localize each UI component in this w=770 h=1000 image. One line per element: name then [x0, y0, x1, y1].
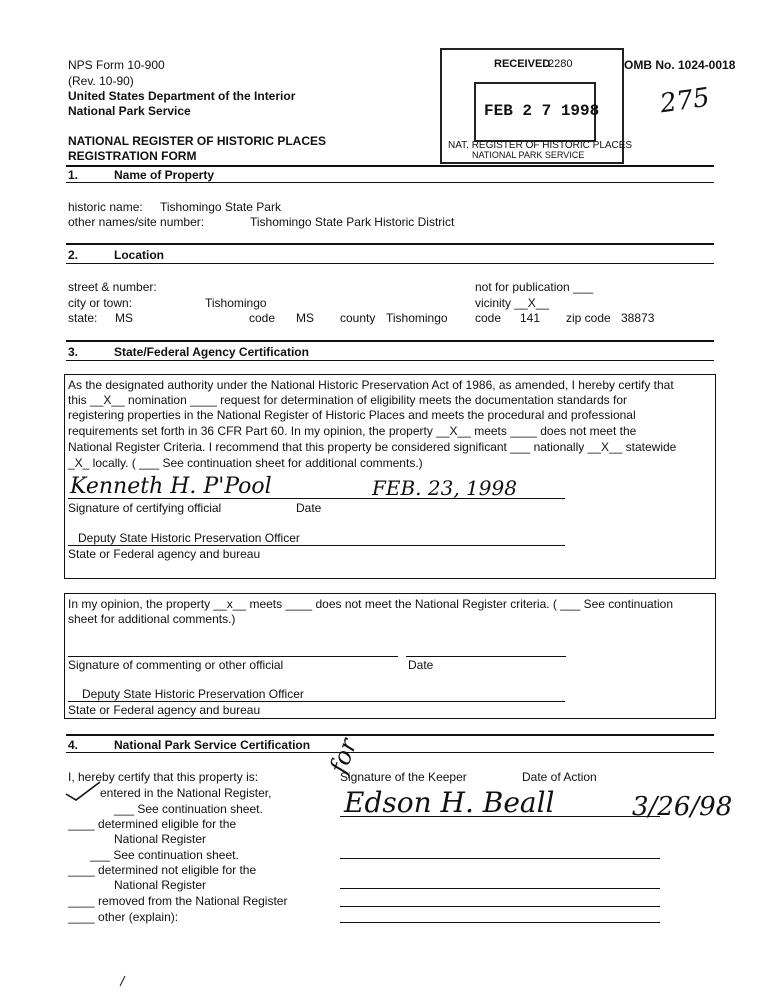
rule: [340, 906, 660, 907]
rule: [68, 545, 565, 546]
rule: [66, 182, 714, 183]
form-revision: (Rev. 10-90): [68, 74, 134, 88]
opinion-line-1: In my opinion, the property __x__ meets ____ does not meet the National Register criteria. ( ___ See continuation: [68, 597, 674, 611]
option-entered-continuation: ___ See continuation sheet.: [114, 802, 263, 816]
stray-mark-icon: [118, 974, 128, 988]
official-title: Deputy State Historic Preservation Officer: [78, 531, 300, 545]
department: United States Department of the Interior: [68, 89, 296, 103]
rule: [340, 888, 660, 889]
state-code-label: code: [249, 311, 276, 325]
rule: [406, 656, 566, 657]
county-value: Tishomingo: [386, 311, 448, 325]
county-code-value: 141: [520, 311, 541, 325]
rule: [66, 243, 714, 245]
cert-line-3: registering properties in the National Register of Historic Places and meets the procedural and professional: [68, 408, 636, 422]
rule: [66, 340, 714, 342]
section-4-number: 4.: [68, 738, 79, 752]
form-number: NPS Form 10-900: [68, 58, 165, 72]
section-3-number: 3.: [68, 345, 79, 359]
zip-label: zip code: [566, 311, 611, 325]
omb-number: OMB No. 1024-0018: [624, 58, 736, 72]
option-not-eligible: ____ determined not eligible for the: [68, 863, 257, 877]
stamp-date: FEB 2 7 1998: [484, 102, 600, 120]
stamp-org-1: NAT. REGISTER OF HISTORIC PLACES: [448, 140, 633, 151]
option-eligible: ____ determined eligible for the: [68, 817, 237, 831]
section-3-title: State/Federal Agency Certification: [114, 345, 309, 359]
date-of-action-label: Date of Action: [522, 770, 597, 784]
section-4-title: National Park Service Certification: [114, 738, 311, 752]
for-handwritten: for: [324, 734, 363, 778]
handwritten-number: 275: [658, 82, 712, 120]
rule: [66, 165, 714, 167]
state-code-value: MS: [296, 311, 314, 325]
option-removed: ____ removed from the National Register: [68, 894, 288, 908]
cert-line-2: this __X__ nomination ____ request for determination of eligibility meets the documentation standards for: [68, 393, 627, 407]
state-label: state:: [68, 311, 98, 325]
city-value: Tishomingo: [205, 296, 267, 310]
form-title: NATIONAL REGISTER OF HISTORIC PLACES: [68, 134, 327, 148]
zip-value: 38873: [621, 311, 655, 325]
cert-line-4: requirements set forth in 36 CFR Part 60. In my opinion, the property __X__ meets ____ does not meet the: [68, 424, 637, 438]
rule: [66, 752, 714, 753]
commenting-agency-label: State or Federal agency and bureau: [68, 703, 261, 717]
agency-label: State or Federal agency and bureau: [68, 547, 261, 561]
signature-label: Signature of certifying official: [68, 501, 222, 515]
option-not-eligible-register: National Register: [114, 878, 207, 892]
historic-name-label: historic name:: [68, 200, 143, 214]
county-code-label: code: [475, 311, 502, 325]
cert-line-5: National Register Criteria. I recommend that this property be considered significant ___ nationally __X__ statewide: [68, 440, 677, 454]
certifying-date-handwritten: FEB. 23, 1998: [372, 476, 517, 500]
rule: [68, 701, 565, 702]
keeper-signature: Edson H. Beall: [344, 786, 555, 819]
option-eligible-register: National Register: [114, 832, 207, 846]
rule: [68, 656, 398, 657]
historic-name-value: Tishomingo State Park: [160, 200, 281, 214]
stamp-org-2: NATIONAL PARK SERVICE: [472, 150, 585, 160]
stamp-date-box: [474, 82, 600, 142]
not-for-publication: not for publication ___: [475, 280, 594, 294]
other-names-label: other names/site number:: [68, 215, 205, 229]
rule: [66, 360, 714, 361]
keeper-intro: I, hereby certify that this property is:: [68, 770, 259, 784]
city-label: city or town:: [68, 296, 133, 310]
keeper-signature-label: Signature of the Keeper: [340, 770, 467, 784]
rule: [66, 263, 714, 264]
opinion-line-2: sheet for additional comments.): [68, 612, 236, 626]
checkmark-icon: [64, 780, 104, 802]
option-other: ____ other (explain):: [68, 910, 179, 924]
option-entered: entered in the National Register,: [100, 786, 272, 800]
commenting-date-label: Date: [408, 658, 434, 672]
section-1-title: Name of Property: [114, 168, 215, 182]
county-label: county: [340, 311, 376, 325]
street-label: street & number:: [68, 280, 157, 294]
cert-line-1: As the designated authority under the National Historic Preservation Act of 1986, as amended, I hereby certify that: [68, 378, 674, 392]
state-value: MS: [115, 311, 133, 325]
vicinity: vicinity __X__: [475, 296, 550, 310]
stamp-received: RECEIVED: [494, 58, 551, 70]
rule: [66, 734, 714, 736]
other-names-value: Tishomingo State Park Historic District: [250, 215, 455, 229]
rule: [340, 922, 660, 923]
commenting-signature-label: Signature of commenting or other official: [68, 658, 284, 672]
section-2-number: 2.: [68, 248, 79, 262]
cert-line-6: _X_ locally. ( ___ See continuation sheet for additional comments.): [68, 456, 423, 470]
commenting-official-title: Deputy State Historic Preservation Officer: [82, 687, 304, 701]
section-2-title: Location: [114, 248, 164, 262]
rule: [340, 816, 660, 817]
rule: [340, 858, 660, 859]
certifying-signature: Kenneth H. P'Pool: [70, 474, 272, 499]
form-subtitle: REGISTRATION FORM: [68, 149, 197, 163]
date-label: Date: [296, 501, 322, 515]
stamp-code: 2280: [548, 58, 573, 70]
received-stamp: [440, 48, 633, 164]
option-eligible-continuation: ___ See continuation sheet.: [90, 848, 239, 862]
section-1-number: 1.: [68, 168, 79, 182]
service: National Park Service: [68, 104, 191, 118]
keeper-date-handwritten: 3/26/98: [632, 792, 733, 822]
rule: [68, 498, 565, 499]
